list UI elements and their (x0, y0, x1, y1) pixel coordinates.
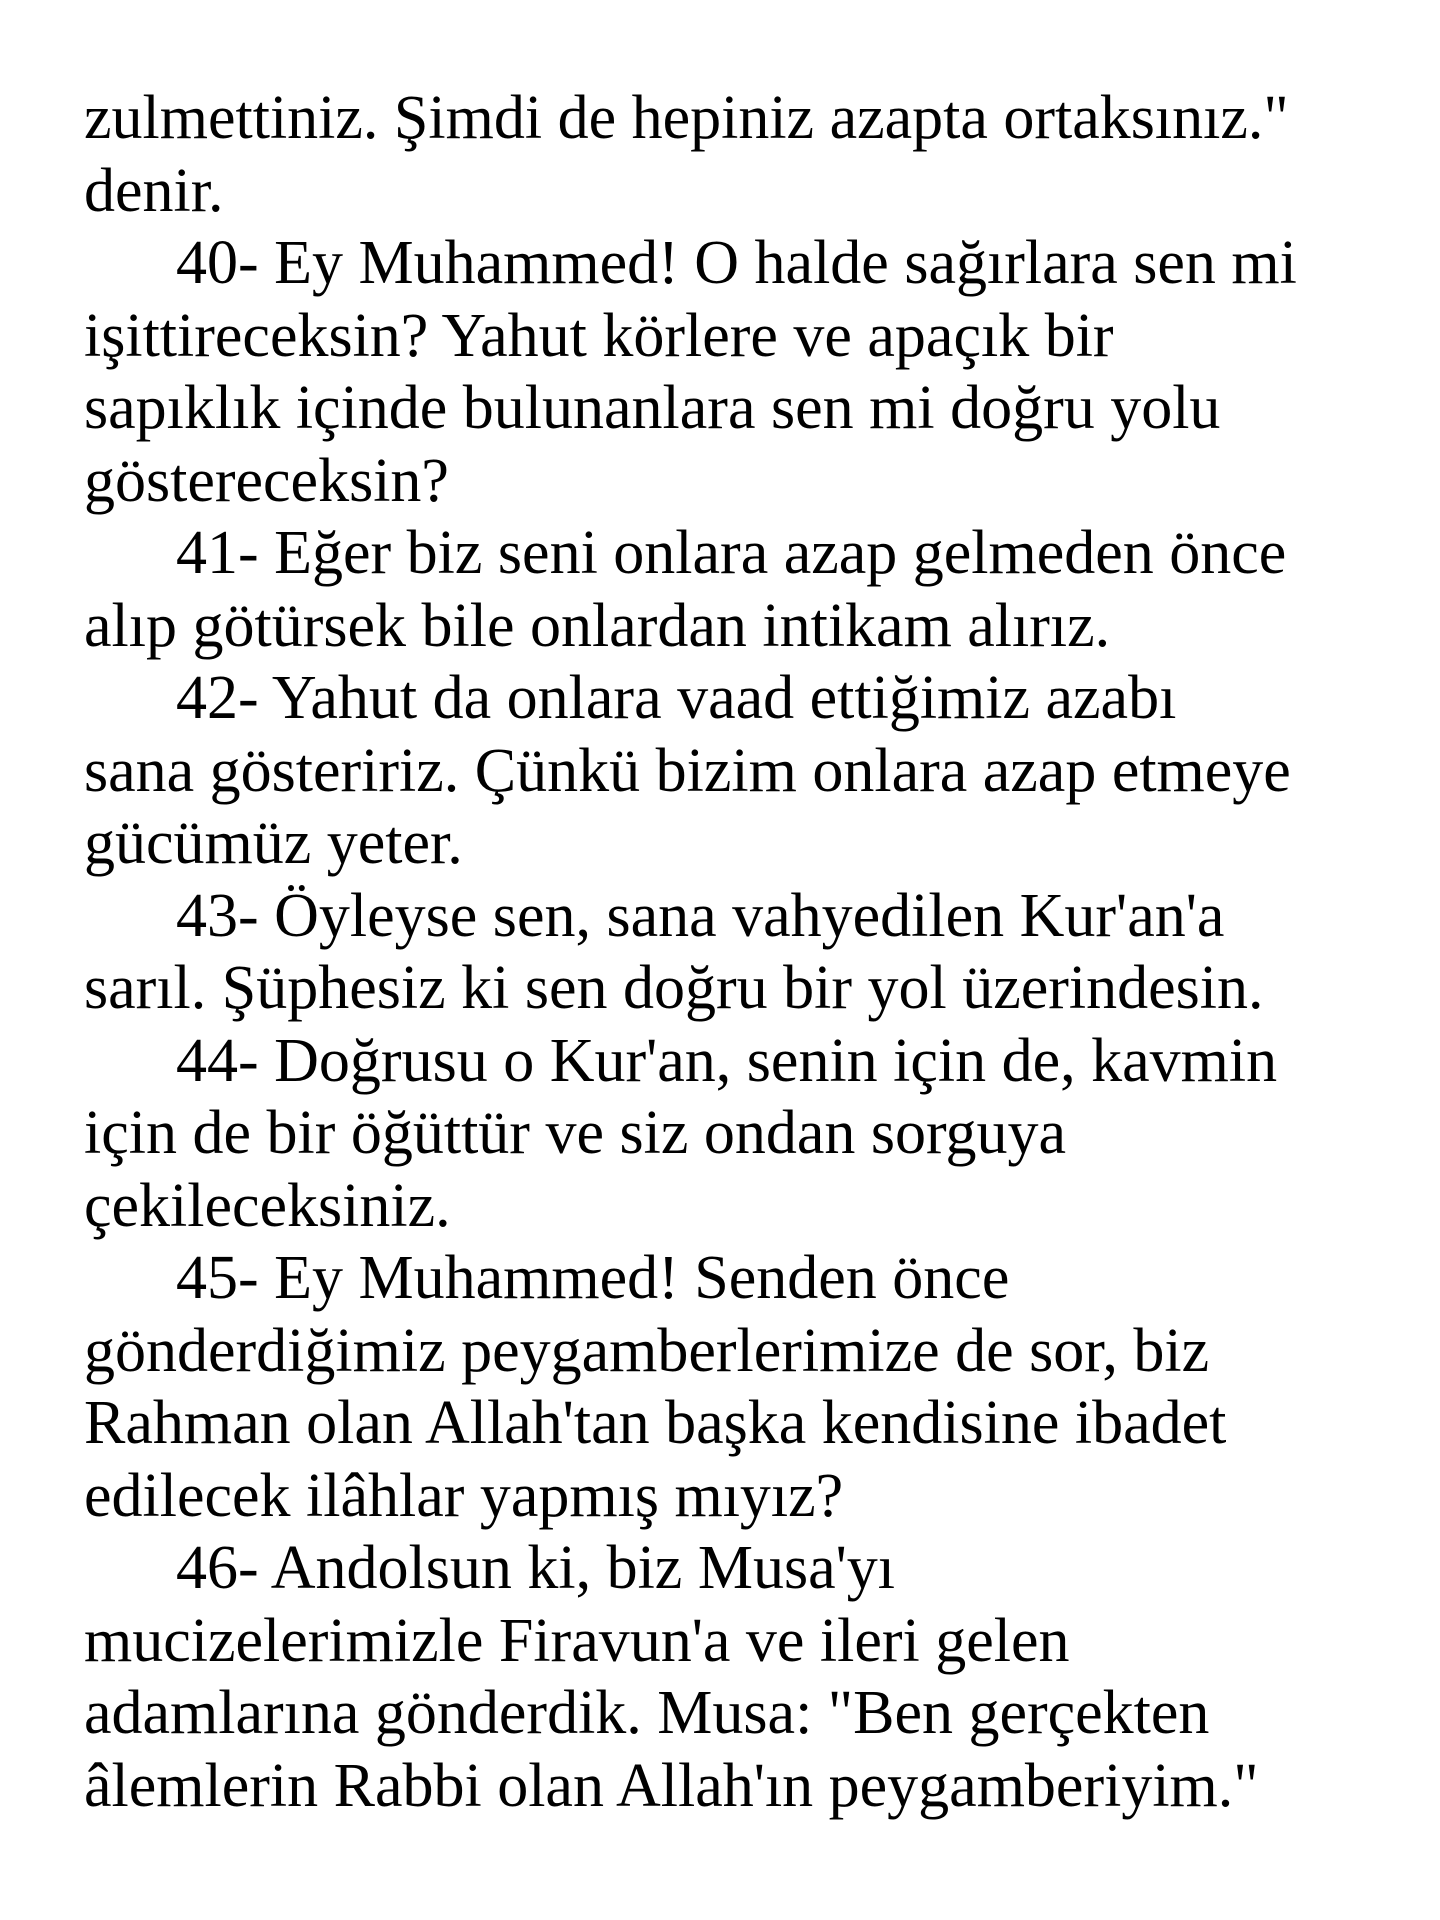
text-line: çekileceksiniz. (84, 1171, 451, 1240)
text-line: edilecek ilâhlar yapmış mıyız? (84, 1461, 844, 1530)
verse-40 (84, 227, 1384, 517)
text-line: 42- Yahut da onlara vaad ettiğimiz azabı (176, 664, 1177, 732)
text-line: âlemlerin Rabbi olan Allah'ın peygamberiyim." (84, 1751, 1259, 1820)
verse-44 (84, 1025, 1384, 1243)
text-line: 46- Andolsun ki, biz Musa'yı (176, 1534, 895, 1602)
text-line: gücümüz yeter. (84, 809, 463, 877)
text-line: göstereceksin? (84, 446, 449, 515)
text-line: zulmettiniz. Şimdi de hepiniz azapta ortaksınız." (84, 84, 1289, 152)
text-line: gönderdiğimiz peygamberlerimize de sor, biz (84, 1316, 1210, 1385)
verse-43 (84, 880, 1384, 1025)
text-line: işittireceksin? Yahut körlere ve apaçık bir (84, 301, 1114, 370)
verse-46 (84, 1532, 1384, 1822)
verse-42 (84, 662, 1384, 880)
text-line: 40- Ey Muhammed! O halde sağırlara sen mi (176, 229, 1297, 297)
text-line: mucizelerimizle Firavun'a ve ileri gelen (84, 1606, 1070, 1675)
document-page (84, 82, 1384, 1822)
text-line: için de bir öğüttür ve siz ondan sorguya (84, 1099, 1067, 1167)
paragraph-continuation (84, 82, 1384, 227)
text-line: sarıl. Şüphesiz ki sen doğru bir yol üzerindesin. (84, 954, 1264, 1022)
text-line: 44- Doğrusu o Kur'an, senin için de, kavmin (176, 1026, 1278, 1095)
text-line: sapıklık içinde bulunanlara sen mi doğru yolu (84, 374, 1221, 442)
text-line: denir. (84, 156, 224, 225)
text-line: alıp götürsek bile onlardan intikam alırız. (84, 591, 1111, 660)
text-line: 45- Ey Muhammed! Senden önce (176, 1244, 1010, 1312)
verse-41 (84, 517, 1384, 662)
text-line: Rahman olan Allah'tan başka kendisine ibadet (84, 1389, 1227, 1457)
verse-45 (84, 1242, 1384, 1532)
text-line: 43- Öyleyse sen, sana vahyedilen Kur'an'a (176, 881, 1225, 950)
text-line: 41- Eğer biz seni onlara azap gelmeden önce (176, 519, 1287, 587)
text-line: adamlarına gönderdik. Musa: "Ben gerçekten (84, 1679, 1210, 1747)
text-line: sana gösteririz. Çünkü bizim onlara azap etmeye (84, 736, 1291, 805)
